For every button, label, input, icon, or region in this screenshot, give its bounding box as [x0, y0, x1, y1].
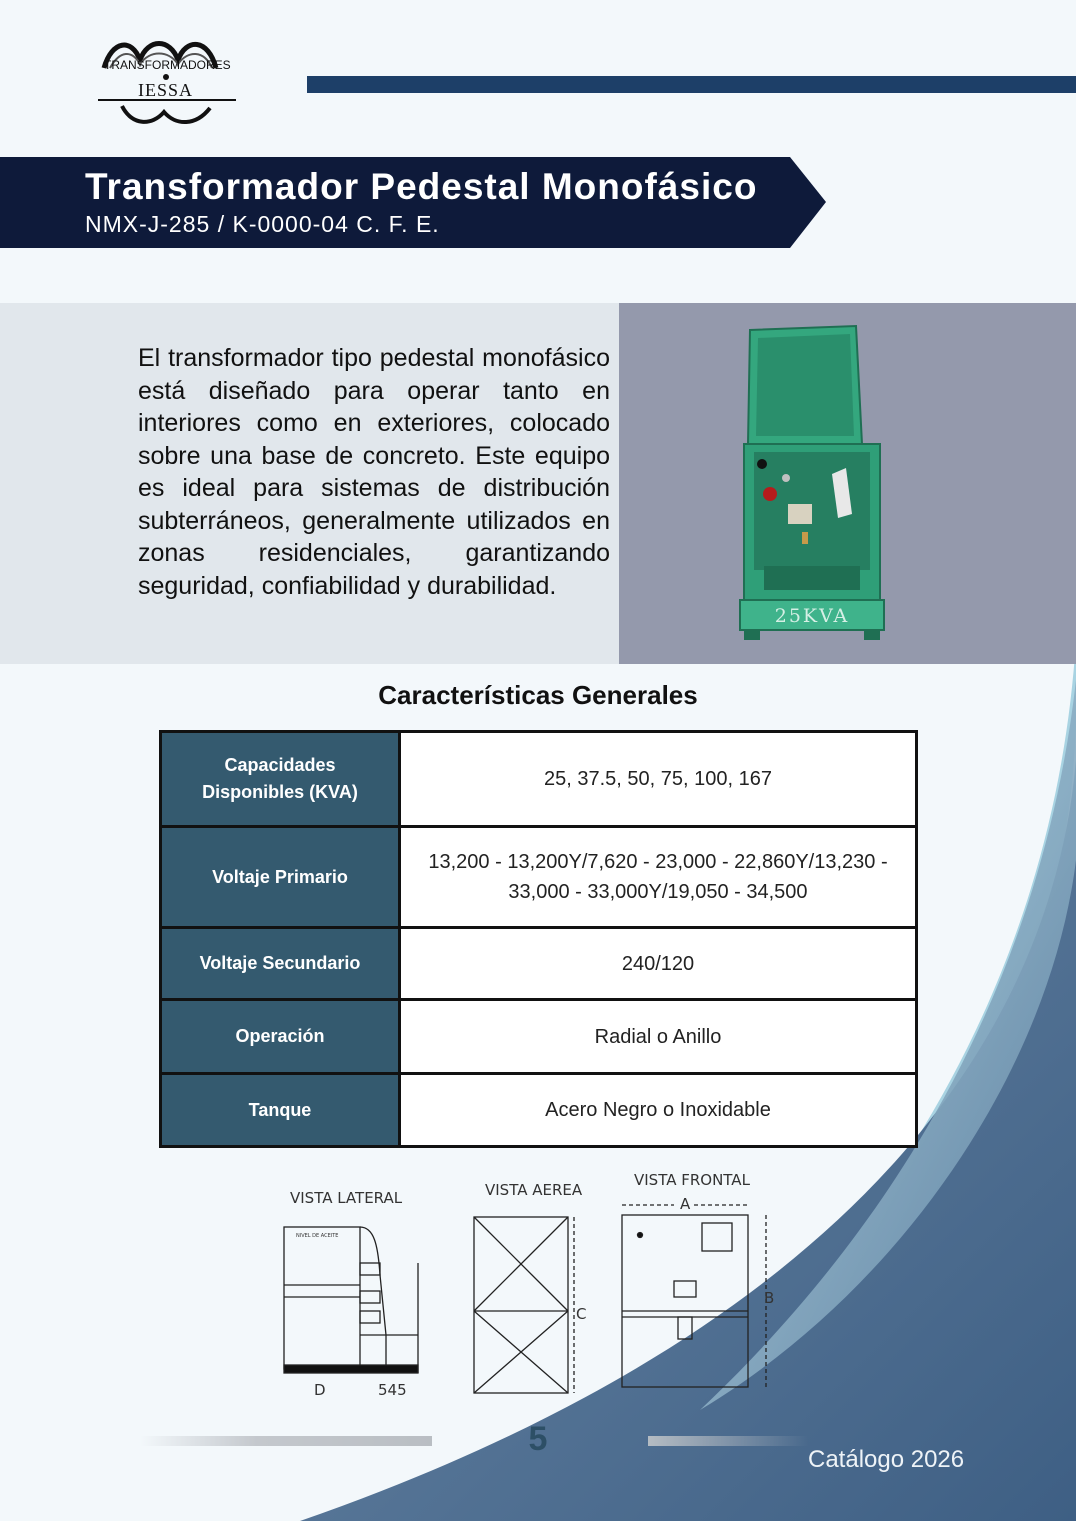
spec-label: Voltaje Primario	[161, 827, 400, 928]
lateral-view-drawing	[284, 1227, 418, 1373]
spec-label: Capacidades Disponibles (KVA)	[161, 732, 400, 827]
aerial-view-drawing	[474, 1217, 574, 1393]
front-view-drawing	[622, 1205, 766, 1387]
dim-545-label: 545	[378, 1381, 407, 1399]
logo-brand-line1: TRANSFORMADORES	[104, 58, 231, 72]
spec-value: Radial o Anillo	[400, 1000, 917, 1074]
table-row	[161, 732, 917, 827]
section-title: Características Generales	[378, 680, 698, 710]
technical-drawings	[270, 1165, 790, 1410]
aerial-view-label: VISTA AEREA	[485, 1181, 583, 1199]
oil-level-label: NIVEL DE ACEITE	[296, 1233, 339, 1239]
spec-label: Operación	[161, 1000, 400, 1074]
logo-brand-line2: IESSA	[138, 80, 194, 100]
spec-value: 25, 37.5, 50, 75, 100, 167	[400, 732, 917, 827]
intro-paragraph: El transformador tipo pedestal monofásico está diseñado para operar tanto en interiores como en exteriores, colocado sobre una base de concreto. Este equipo es ideal para sistemas de distribución subterráneos, generalmente utilizados en zonas residenciales, garantizando seguridad, confiabilidad y durabilidad.	[138, 344, 610, 600]
spec-value: Acero Negro o Inoxidable	[400, 1074, 917, 1147]
lateral-view-label: VISTA LATERAL	[290, 1189, 403, 1207]
header-rule	[307, 76, 1076, 93]
footer-bar-left	[140, 1436, 432, 1446]
catalog-label: Catálogo 2026	[808, 1446, 965, 1473]
footer-bar-right	[648, 1436, 808, 1446]
spec-value: 240/120	[400, 928, 917, 1000]
photo-capacity-label: 25KVA	[774, 605, 850, 627]
spec-label: Tanque	[161, 1074, 400, 1147]
page-number: 5	[528, 1420, 548, 1458]
spec-value: 13,200 - 13,200Y/7,620 - 23,000 - 22,860Y/13,230 - 33,000 - 33,000Y/19,050 - 34,500	[400, 827, 917, 928]
transformer-photo	[728, 318, 888, 648]
company-logo	[92, 30, 242, 130]
specs-table	[159, 730, 918, 1148]
page-subtitle: NMX-J-285 / K-0000-04 C. F. E.	[85, 211, 440, 237]
spec-label: Voltaje Secundario	[161, 928, 400, 1000]
dim-a-label: A	[680, 1195, 691, 1213]
page-title: Transformador Pedestal Monofásico	[85, 166, 758, 207]
front-view-label: VISTA FRONTAL	[634, 1171, 750, 1189]
table-row	[161, 928, 917, 1000]
table-row	[161, 1000, 917, 1074]
dim-c-label: C	[576, 1305, 587, 1323]
dim-d-label: D	[314, 1381, 326, 1399]
table-row	[161, 827, 917, 928]
dim-b-label: B	[764, 1289, 775, 1307]
table-row	[161, 1074, 917, 1147]
